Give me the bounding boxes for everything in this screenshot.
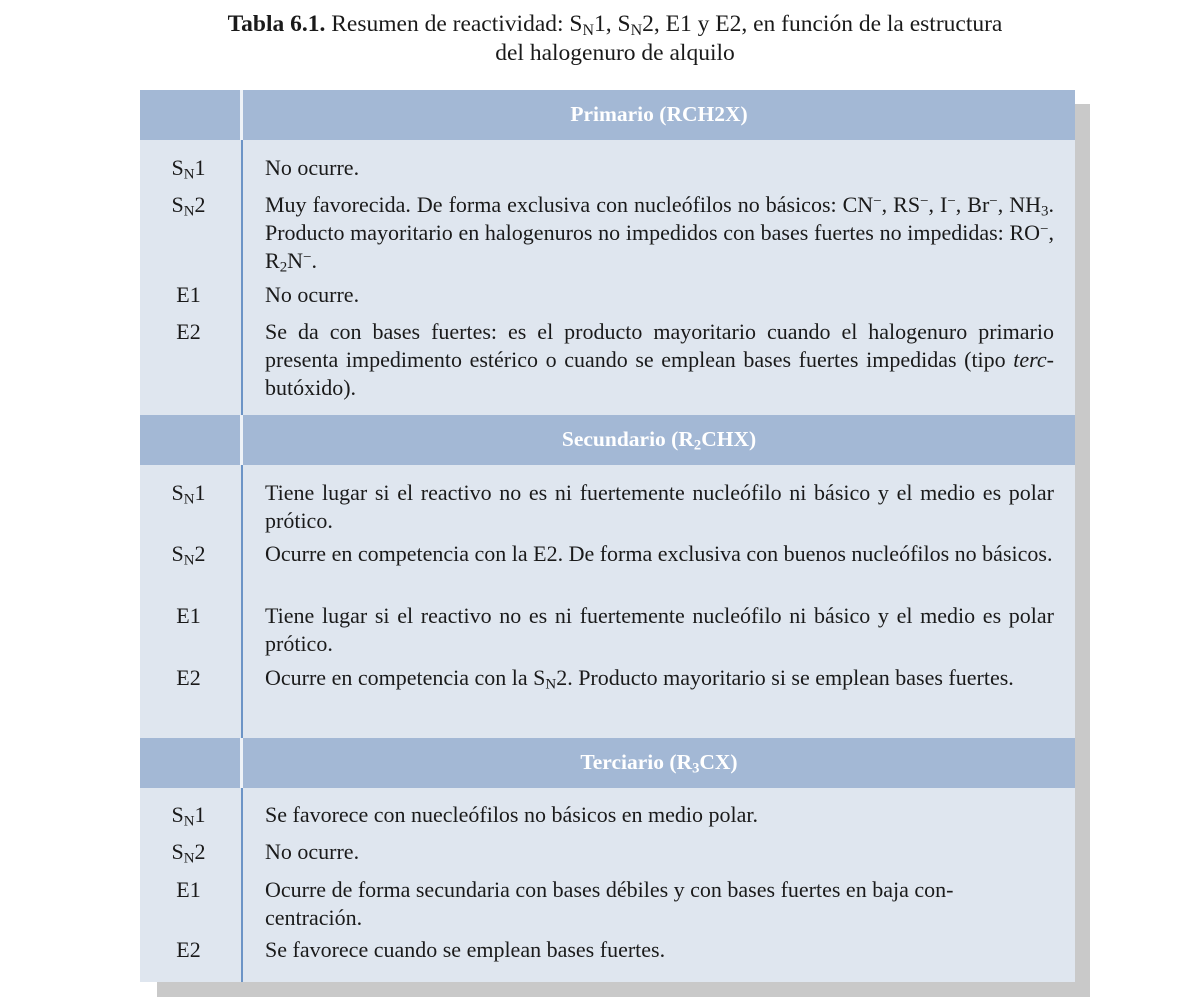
caption-line-1 (0, 10, 1200, 39)
mechanism-label: E1 (176, 877, 201, 902)
section-title: Secundario $(R_2CHX)$ (561, 427, 757, 454)
mechanism-description: Se da con bases fuertes: es el producto mayoritario cuando el halogenuro primario presenta impedimento estérico o cuando se emplean bases fuertes impedidas (tipo terc-butóxido). (265, 319, 1054, 400)
mechanism-label: E2 (176, 937, 201, 962)
section-title: Primario (RCH2X) (570, 102, 748, 126)
mechanism-description: No ocurre. (265, 839, 360, 864)
mechanism-label: $S_N1$ (171, 155, 206, 183)
mechanism-label: $S_N2$ (171, 839, 206, 867)
caption-label: Tabla 6.1. (227, 11, 326, 37)
mechanism-description: Se favorece cuando se emplean bases fuertes. (265, 937, 666, 962)
reactivity-table (140, 90, 1075, 982)
mechanism-label: E2 (176, 319, 201, 344)
section-header-secundario (140, 415, 1075, 465)
caption-line-2: del halogenuro de alquilo (495, 40, 735, 66)
mechanism-description: Muy favorecida. De forma exclusiva con nucleófilos no básicos: CN−, RS−, I−, Br−, $NH_3$. Producto mayoritario en halogenuros no impedidos con bases fuertes no impedidas: RO−, $R_2N^-$. (265, 192, 1055, 276)
caption-text-1: Resumen de reactividad: $S_N1$, $S_N2$, E1 y E2, en función de la estructura (331, 11, 1003, 39)
mechanism-label: $S_N1$ (171, 802, 206, 830)
table-caption (0, 10, 1200, 68)
mechanism-description: Tiene lugar si el reactivo no es ni fuertemente nucleófilo ni básico y el medio es polar prótico. (265, 603, 1054, 656)
mechanism-label: E2 (176, 665, 201, 690)
section-header-terciario (140, 738, 1075, 788)
mechanism-description: Ocurre en competencia con la $S_N2$. Producto mayoritario si se emplean bases fuertes. (265, 665, 1014, 693)
mechanism-label: E1 (176, 603, 201, 628)
mechanism-description: Ocurre de forma secundaria con bases débiles y con bases fuertes en baja con- centración. (265, 877, 954, 930)
mechanism-label: $S_N1$ (171, 480, 206, 508)
mechanism-label: $S_N2$ (171, 192, 206, 220)
mechanism-description: Ocurre en competencia con la E2. De forma exclusiva con buenos nucleófilos no básicos. (265, 541, 1053, 566)
mechanism-description: Tiene lugar si el reactivo no es ni fuertemente nucleófilo ni básico y el medio es polar prótico. (265, 480, 1054, 533)
section-title: Terciario $(R_3CX)$ (580, 750, 738, 777)
column-divider (241, 90, 243, 982)
mechanism-description: No ocurre. (265, 155, 360, 180)
mechanism-label: $S_N2$ (171, 541, 206, 569)
mechanism-description: Se favorece con nuecleófilos no básicos en medio polar. (265, 802, 759, 827)
mechanism-label: E1 (176, 282, 201, 307)
section-header-primario (140, 90, 1075, 140)
mechanism-description: No ocurre. (265, 282, 360, 307)
